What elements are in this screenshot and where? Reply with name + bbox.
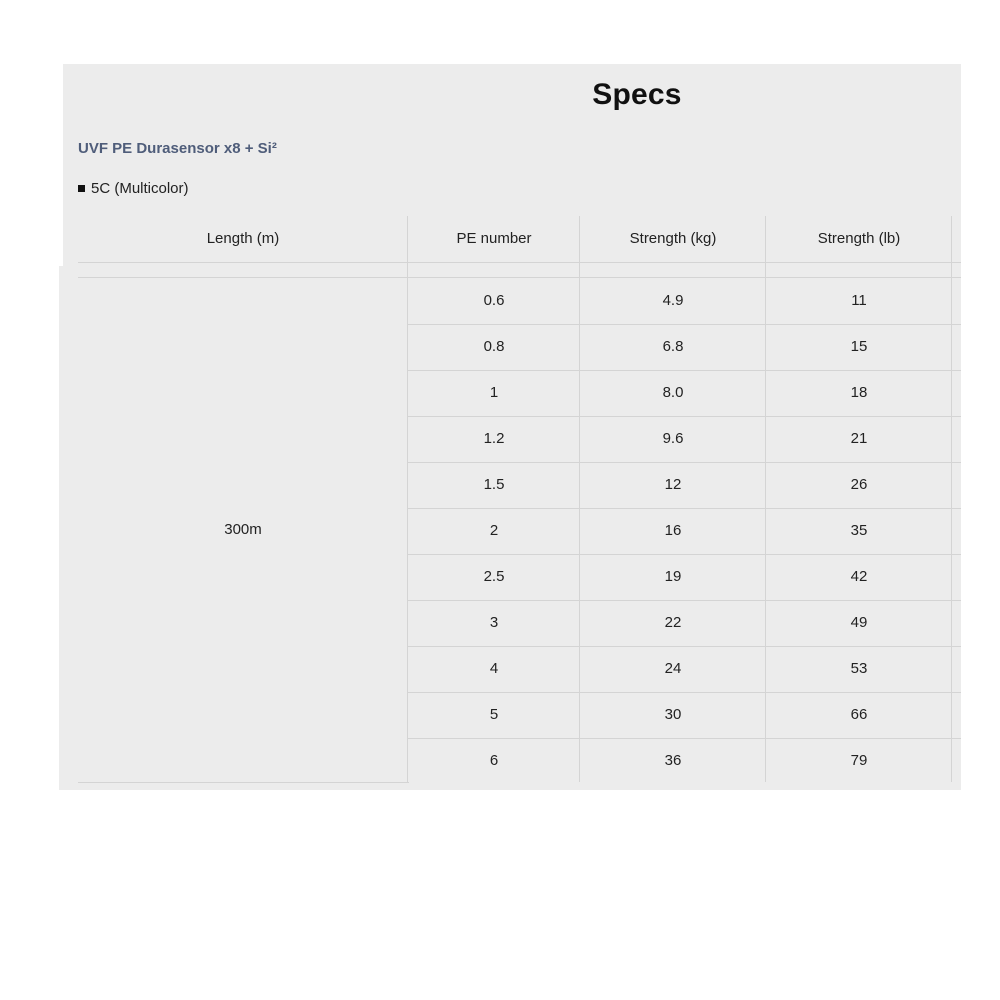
strength-kg-cell: 12 <box>664 476 682 493</box>
pe-number-cell: 2 <box>489 522 499 539</box>
column-divider <box>951 216 952 782</box>
variant-label <box>78 180 189 197</box>
specs-panel-edge <box>59 266 67 790</box>
header-divider <box>78 262 961 263</box>
strength-lb-cell: 26 <box>850 476 868 493</box>
strength-lb-cell: 79 <box>850 752 868 769</box>
pe-number-cell: 0.6 <box>483 292 505 309</box>
column-divider <box>765 216 766 782</box>
strength-kg-cell: 6.8 <box>662 338 684 355</box>
pe-number-cell: 0.8 <box>483 338 505 355</box>
pe-number-cell: 3 <box>489 614 499 631</box>
pe-number-cell: 2.5 <box>483 568 505 585</box>
strength-kg-cell: 24 <box>664 660 682 677</box>
strength-kg-cell: 4.9 <box>662 292 684 309</box>
column-divider <box>579 216 580 782</box>
strength-kg-cell: 22 <box>664 614 682 631</box>
strength-lb-cell: 21 <box>850 430 868 447</box>
strength-kg-cell: 36 <box>664 752 682 769</box>
header-pe-number: PE number <box>456 230 532 247</box>
body-top-divider <box>78 277 961 278</box>
strength-lb-cell: 35 <box>850 522 868 539</box>
variant-text: 5C (Multicolor) <box>91 180 189 197</box>
strength-kg-cell: 30 <box>664 706 682 723</box>
length-cell: 300m <box>224 521 262 538</box>
strength-lb-cell: 42 <box>850 568 868 585</box>
pe-number-cell: 5 <box>489 706 499 723</box>
square-bullet-icon <box>78 185 85 192</box>
page-title: Specs <box>592 78 682 111</box>
pe-number-cell: 1.2 <box>483 430 505 447</box>
title-wrap <box>0 0 1000 120</box>
length-bottom-divider <box>78 782 409 783</box>
header-length: Length (m) <box>206 230 280 247</box>
strength-lb-cell: 66 <box>850 706 868 723</box>
pe-number-cell: 1.5 <box>483 476 505 493</box>
strength-lb-cell: 53 <box>850 660 868 677</box>
header-strength-kg: Strength (kg) <box>629 230 717 247</box>
product-name: UVF PE Durasensor x8 + Si² <box>78 140 277 157</box>
pe-number-cell: 1 <box>489 384 499 401</box>
strength-kg-cell: 19 <box>664 568 682 585</box>
strength-lb-cell: 11 <box>851 292 867 309</box>
strength-kg-cell: 8.0 <box>662 384 684 401</box>
strength-kg-cell: 16 <box>664 522 682 539</box>
strength-lb-cell: 15 <box>850 338 868 355</box>
column-divider <box>407 216 408 782</box>
pe-number-cell: 4 <box>489 660 499 677</box>
pe-number-cell: 6 <box>489 752 499 769</box>
strength-lb-cell: 49 <box>850 614 868 631</box>
strength-kg-cell: 9.6 <box>662 430 684 447</box>
strength-lb-cell: 18 <box>850 384 868 401</box>
header-strength-lb: Strength (lb) <box>817 230 901 247</box>
